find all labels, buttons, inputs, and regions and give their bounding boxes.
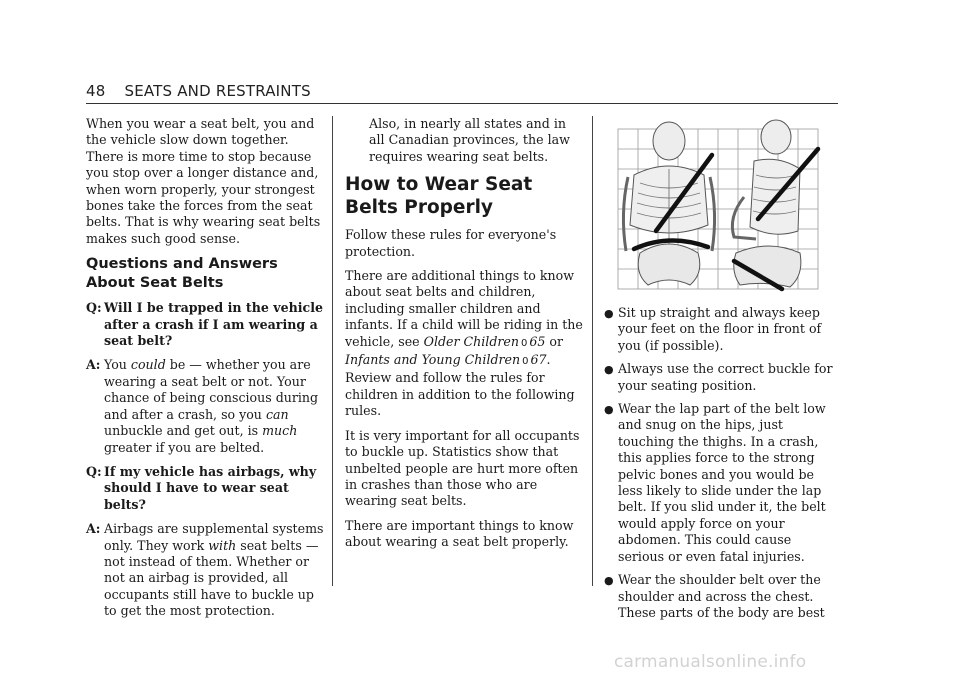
column-divider <box>332 116 333 586</box>
question-text: If my vehicle has airbags, why should I have to wear seat belts? <box>104 463 317 512</box>
xref-page[interactable]: 67 <box>530 352 547 368</box>
page-ref-arrow-icon: 0 <box>522 356 529 368</box>
answer-1 <box>86 357 326 455</box>
answer-text <box>104 521 326 619</box>
page-ref-arrow-icon: 0 <box>520 337 528 349</box>
bullet-icon: ● <box>604 363 614 377</box>
side-skeleton-figure <box>732 120 801 287</box>
xref-infants-young-children[interactable]: Infants and Young Children <box>345 352 521 368</box>
answer-emphasis: can <box>265 406 289 422</box>
important-paragraph: There are important things to know about wearing a seat belt properly. <box>345 517 574 550</box>
xref-older-children[interactable]: Older Children <box>423 333 519 349</box>
answer-text <box>104 357 326 455</box>
answer-text-part: unbuckle and get out, is <box>104 423 263 439</box>
list-item <box>604 401 840 565</box>
qa-heading: Questions and Answers About Seat Belts <box>86 256 278 292</box>
answer-emphasis: much <box>262 423 298 439</box>
answer-label: A: <box>86 521 101 537</box>
list-item-text: Wear the shoulder belt over the shoulder and across the chest. These parts of the body are best <box>618 572 825 620</box>
question-1 <box>86 300 326 349</box>
answer-emphasis: could <box>130 357 166 373</box>
answer-label: A: <box>86 357 101 373</box>
column-2 <box>345 116 585 559</box>
paragraph-text: . Review and follow the rules for children in addition to the following rules. <box>345 352 575 419</box>
paragraph-text: or <box>545 333 563 349</box>
children-paragraph <box>345 268 585 420</box>
question-label: Q: <box>86 300 102 316</box>
list-item <box>604 305 840 354</box>
section-heading: How to Wear Seat Belts Properly <box>345 174 533 219</box>
page-header <box>86 82 311 100</box>
bullet-icon: ● <box>604 574 614 588</box>
page-number: 48 <box>86 82 106 100</box>
xref-page[interactable]: 65 <box>529 333 546 349</box>
column-3 <box>604 305 840 628</box>
section-title: SEATS AND RESTRAINTS <box>124 82 311 100</box>
seat-belt-rules-list <box>604 305 840 621</box>
front-skeleton-figure <box>623 122 714 285</box>
rules-intro: Follow these rules for everyone's protection. <box>345 227 557 259</box>
header-rule <box>86 103 838 104</box>
column-1 <box>86 116 326 628</box>
statistics-paragraph: It is very important for all occupants to buckle up. Statistics show that unbelted people are hurt more often in crashes than those who are wearing seat belts. <box>345 427 580 509</box>
answer-emphasis: with <box>208 537 237 553</box>
answer-text-part: You <box>104 357 131 373</box>
column-divider <box>592 116 593 586</box>
continuation-paragraph: Also, in nearly all states and in all Canadian provinces, the law requires wearing seat belts. <box>369 116 570 164</box>
bullet-icon: ● <box>604 307 614 320</box>
answer-text-part: Airbags are supplemental systems only. They work <box>104 521 324 553</box>
list-item-text: Wear the lap part of the belt low and snug on the hips, just touching the thighs. In a crash, this applies force to the strong pelvic bones and you would be less likely to slide under the lap belt. If you slid under it, the belt would apply force on your abdomen. This could cause serious or even fatal injuries. <box>618 401 826 564</box>
question-label: Q: <box>86 463 102 479</box>
answer-2 <box>86 521 326 619</box>
answer-text-part: greater if you are belted. <box>104 439 265 455</box>
paragraph-text: There are additional things to know about seat belts and children, including smaller children and infants. If a child will be riding in the vehicle, see <box>345 268 583 349</box>
list-item-text: Sit up straight and always keep your feet on the floor in front of you (if possible). <box>618 305 822 353</box>
seat-belt-skeleton-illustration <box>604 113 823 293</box>
list-item <box>604 572 840 621</box>
bullet-icon: ● <box>604 403 614 417</box>
answer-text-part: seat belts — not instead of them. Whether or not an airbag is provided, all occupants still have to buckle up to get the most protection. <box>104 537 319 619</box>
list-item <box>604 361 840 394</box>
list-item-text: Always use the correct buckle for your seating position. <box>618 361 833 393</box>
answer-text-part: be — whether you are wearing a seat belt or not. Your chance of being conscious during and after a crash, so you <box>104 357 319 422</box>
question-2 <box>86 464 326 513</box>
watermark: carmanualsonline.info <box>614 652 807 672</box>
intro-paragraph: When you wear a seat belt, you and the vehicle slow down together. There is more time to stop because you stop over a longer distance and, when worn properly, your strongest bones take the forces from the seat belts. That is why wearing seat belts makes such good sense. <box>86 116 321 246</box>
question-text: Will I be trapped in the vehicle after a crash if I am wearing a seat belt? <box>104 300 323 349</box>
